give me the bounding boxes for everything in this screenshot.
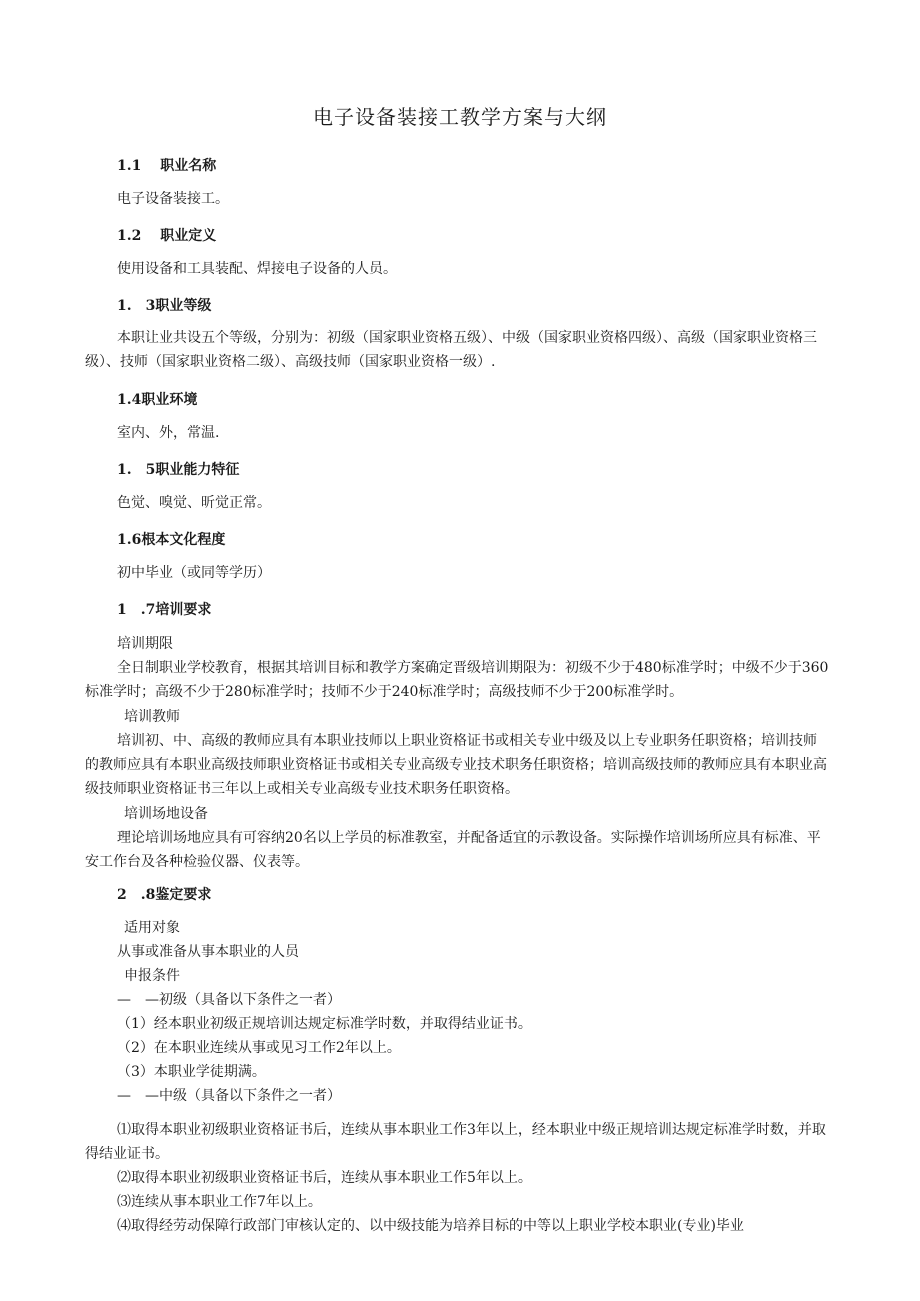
middle-item: ⑴取得本职业初级职业资格证书后，连续从事本职业工作3年以上，经本职业中级正规培训达规定标准学时数，并取得结业证书。: [85, 1122, 826, 1162]
section-body-1-1: 电子设备装接工。: [117, 191, 229, 207]
middle-item: ⑷取得经劳动保障行政部门审核认定的、以中级技能为培养目标的中等以上职业学校本职业(专业)毕业: [117, 1218, 744, 1234]
middle-item: ⑵取得本职业初级职业资格证书后，连续从事本职业工作5年以上。: [117, 1170, 532, 1186]
training-period-label: 培训期限: [117, 636, 173, 652]
junior-item: （3）本职业学徒期满。: [117, 1064, 266, 1080]
training-teacher-label: 培训教师: [124, 709, 180, 725]
target-label: 适用对象: [124, 920, 180, 936]
junior-item: （1）经本职业初级正规培训达规定标准学时数，并取得结业证书。: [117, 1016, 532, 1032]
training-teacher-body: 培训初、中、高级的教师应具有本职业技师以上职业资格证书或相关专业中级及以上专业职务任职资格；培训技师的教师应具有本职业高级技师职业资格证书或相关专业高级专业技术职务任职资格；培训高级技师的教师应具有本职业高级技师职业资格证书三年以上或相关专业高级专业技术职务任职资格。: [85, 733, 827, 797]
section-body-1-5: 色觉、嗅觉、昕觉正常。: [117, 495, 271, 511]
section-heading-2-8: 2 .8鉴定要求: [117, 887, 212, 903]
section-heading-1-2: 1.2 职业定义: [117, 228, 217, 244]
junior-label: — —初级（具备以下条件之一者）: [117, 992, 341, 1008]
section-heading-1-5: 1. 5职业能力特征: [117, 462, 240, 478]
section-body-1-4: 室内、外，常温.: [117, 425, 220, 441]
training-period-body: 全日制职业学校教育，根据其培训目标和教学方案确定晋级培训期限为：初级不少于480标准学时；中级不少于360标准学时；高级不少于280标准学时；技师不少于240标准学时；高级技师不少于200标准学时。: [85, 660, 829, 700]
section-heading-1-4: 1.4职业环境: [117, 392, 198, 408]
section-heading-1-1: 1.1 职业名称: [117, 158, 217, 174]
junior-item: （2）在本职业连续从事或见习工作2年以上。: [117, 1040, 401, 1056]
section-heading-1-7: 1 .7培训要求: [117, 602, 212, 618]
target-body: 从事或准备从事本职业的人员: [117, 944, 299, 960]
section-heading-1-3: 1. 3职业等级: [117, 298, 212, 314]
section-body-1-6: 初中毕业（或同等学历）: [117, 565, 271, 581]
section-heading-1-6: 1.6根本文化程度: [117, 532, 226, 548]
middle-item: ⑶连续从事本职业工作7年以上。: [117, 1194, 322, 1210]
section-body-1-2: 使用设备和工具装配、焊接电子设备的人员。: [117, 261, 397, 277]
condition-label: 申报条件: [124, 968, 180, 984]
training-site-body: 理论培训场地应具有可容纳20名以上学员的标准教室，并配备适宜的示教设备。实际操作培训场所应具有标准、平安工作台及各种检验仪器、仪表等。: [85, 830, 821, 870]
training-site-label: 培训场地设备: [124, 806, 208, 822]
middle-label: — —中级（具备以下条件之一者）: [117, 1088, 341, 1104]
section-body-1-3: 本职让业共设五个等级，分别为：初级（国家职业资格五级）、中级（国家职业资格四级）、高级（国家职业资格三级）、技师（国家职业资格二级）、高级技师（国家职业资格一级）.: [85, 330, 817, 370]
document-title: 电子设备装接工教学方案与大纲: [313, 105, 607, 129]
